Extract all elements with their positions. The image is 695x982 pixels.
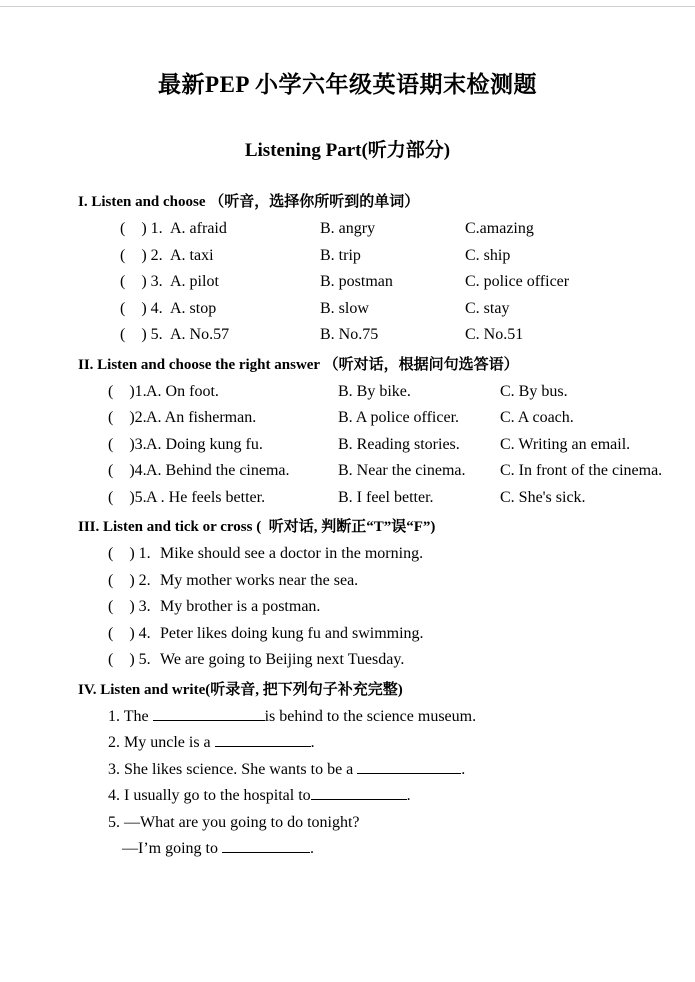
answer-paren: ( ) 1. [120,220,163,237]
option-b: B. By bike. [338,382,411,400]
sentence-start: 4. I usually go to the hospital to [108,787,311,804]
option-c: C.amazing [465,220,534,237]
page-top-edge [0,6,695,7]
question-row [120,269,665,296]
statement-row [108,647,665,674]
option-b: B. postman [320,273,393,290]
sentence-start: —I’m going to [122,840,222,857]
option-b: B. slow [320,299,369,317]
answer-paren: ( )4. [108,462,147,479]
answer-paren: ( ) 4. [108,624,151,642]
sentence-end: . [310,734,315,751]
sentence-start: 2. My uncle is a [108,734,215,751]
question-row [120,296,665,323]
option-b: B. I feel better. [338,488,434,506]
section-heading: I. Listen and choose （听音，选择你所听到的单词） [78,194,420,210]
answer-paren: ( ) 4. [120,299,163,317]
option-c: C. Writing an email. [500,435,631,453]
option-b: B. Reading stories. [338,435,460,453]
section-heading: IV. Listen and write(听录音, 把下列句子补充完整) [78,681,403,698]
option-c: C. ship [465,246,511,264]
answer-blank [357,758,461,774]
statement-row [108,541,665,568]
section-listen-and-write [78,676,665,863]
option-a: A . He feels better. [146,488,266,506]
sentence-start: 1. The [108,707,153,725]
question-row [108,458,665,485]
answer-blank [311,784,407,800]
option-c: C. No.51 [465,326,524,343]
statement-text: Peter likes doing kung fu and swimming. [160,624,424,642]
option-a: A. afraid [170,220,227,237]
fill-in-line [108,704,665,731]
question-row [108,432,665,459]
section-tick-or-cross [78,513,665,674]
question-line [108,810,665,837]
option-c: C. A coach. [500,409,574,426]
exam-title: 最新PEP 小学六年级英语期末检测题 [158,72,537,97]
answer-blank [222,837,310,853]
answer-paren: ( )3. [108,435,147,453]
question-row [108,379,665,406]
answer-blank [153,705,265,721]
option-b: B. angry [320,220,376,237]
option-a: A. stop [170,299,217,317]
option-c: C. In front of the cinema. [500,462,663,479]
sentence-end: . [406,787,411,804]
exam-body [78,188,665,863]
section-heading: III. Listen and tick or cross ( 听对话, 判断正“T”误“F”) [78,519,436,535]
fill-in-line [108,730,665,757]
answer-paren: ( ) 5. [120,326,163,343]
answer-paren: ( ) 1. [108,545,151,562]
statement-row [108,594,665,621]
fill-in-line [122,836,665,863]
option-a: A. taxi [170,246,214,264]
option-a: A. An fisherman. [146,409,257,426]
answer-blank [215,731,311,747]
sentence-end: is behind to the science museum. [264,707,477,725]
option-b: B. Near the cinema. [338,462,466,479]
option-b: B. trip [320,246,361,264]
answer-paren: ( )2. [108,409,147,426]
answer-paren: ( ) 5. [108,651,151,668]
sentence-start: 5. —What are you going to do tonight? [108,813,360,831]
question-row [108,405,665,432]
statement-text: Mike should see a doctor in the morning. [160,545,424,562]
answer-paren: ( )1. [108,382,147,400]
section-heading: II. Listen and choose the right answer （听对话，根据问句选答语） [78,356,519,373]
sentence-end: . [461,760,466,778]
question-row [120,322,665,349]
option-a: A. On foot. [146,382,219,400]
section-choose-right-answer [78,351,665,512]
sentence-end: . [310,840,314,857]
option-a: A. Doing kung fu. [146,435,263,453]
answer-paren: ( ) 2. [120,246,163,264]
statement-row [108,621,665,648]
sentence-start: 3. She likes science. She wants to be a [108,760,358,778]
option-c: C. She's sick. [500,488,586,506]
fill-in-line [108,783,665,810]
question-row [108,485,665,512]
option-b: B. A police officer. [338,409,460,426]
question-row [120,243,665,270]
section-listen-and-choose [78,188,665,349]
option-c: C. stay [465,299,510,317]
answer-paren: ( ) 3. [108,598,151,615]
answer-paren: ( ) 2. [108,571,151,589]
question-row [120,216,665,243]
option-a: A. No.57 [170,326,230,343]
statement-text: My mother works near the sea. [160,571,359,589]
option-b: B. No.75 [320,326,379,343]
answer-paren: ( )5. [108,488,147,506]
option-c: C. By bus. [500,382,568,400]
statement-text: We are going to Beijing next Tuesday. [160,651,405,668]
fill-in-line [108,757,665,784]
statement-row [108,568,665,595]
option-c: C. police officer [465,273,570,290]
answer-paren: ( ) 3. [120,273,163,290]
statement-text: My brother is a postman. [160,598,321,615]
option-a: A. pilot [170,273,219,290]
part-title: Listening Part(听力部分) [244,140,451,161]
option-a: A. Behind the cinema. [146,462,290,479]
